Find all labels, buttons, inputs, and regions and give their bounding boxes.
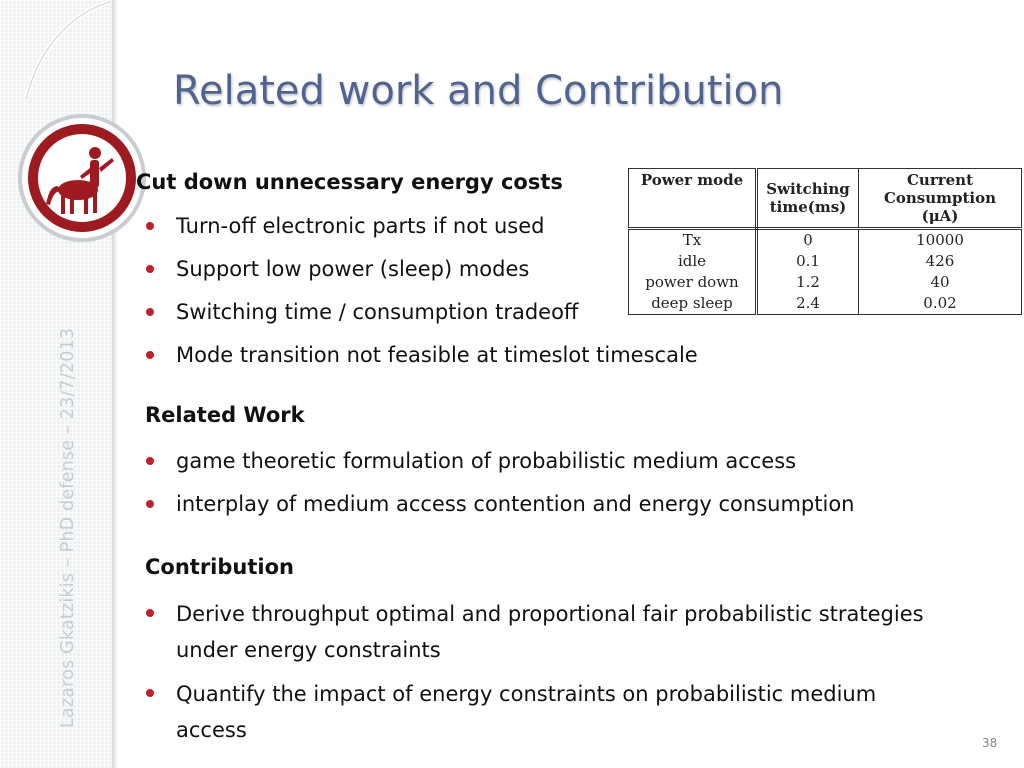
cell-mode: idle xyxy=(629,251,757,272)
header-switching-time: Switching time(ms) xyxy=(757,169,859,229)
bullet-list-related-work xyxy=(144,444,854,530)
list-item: Derive throughput optimal and proportional fair probabilistic strategies under energy constraints xyxy=(144,596,936,668)
cell-time: 2.4 xyxy=(757,293,859,315)
list-item: Mode transition not feasible at timeslot timescale xyxy=(144,338,698,373)
list-item: Turn-off electronic parts if not used xyxy=(144,209,698,244)
bullet-dot-icon xyxy=(146,457,154,465)
list-item: Support low power (sleep) modes xyxy=(144,252,698,287)
cell-time: 0.1 xyxy=(757,251,859,272)
table-row xyxy=(629,272,1022,293)
section-heading-related-work: Related Work xyxy=(145,403,305,427)
slide-title: Related work and Contribution xyxy=(173,68,784,114)
power-mode-table xyxy=(628,168,1022,315)
bullet-dot-icon xyxy=(146,222,154,230)
bullet-dot-icon xyxy=(146,609,154,617)
bullet-dot-icon xyxy=(146,308,154,316)
decorative-arcs xyxy=(0,0,160,330)
cell-current: 10000 xyxy=(859,229,1022,252)
list-item: Switching time / consumption tradeoff xyxy=(144,295,698,330)
centaur-seal-icon xyxy=(20,116,144,240)
table-row xyxy=(629,229,1022,252)
section-heading-contribution: Contribution xyxy=(145,555,294,579)
cell-time: 0 xyxy=(757,229,859,252)
section-heading-energy: Cut down unnecessary energy costs xyxy=(136,170,563,194)
cell-mode: deep sleep xyxy=(629,293,757,315)
vertical-footer: Lazaros Gkatzikis – PhD defense – 23/7/2013 xyxy=(58,327,78,728)
list-item: interplay of medium access contention and energy consumption xyxy=(144,487,854,522)
page-number: 38 xyxy=(982,736,998,750)
cell-current: 0.02 xyxy=(859,293,1022,315)
cell-current: 426 xyxy=(859,251,1022,272)
bullet-list-energy xyxy=(144,209,698,381)
header-power-mode: Power mode xyxy=(629,169,757,229)
cell-mode: Tx xyxy=(629,229,757,252)
cell-current: 40 xyxy=(859,272,1022,293)
cell-mode: power down xyxy=(629,272,757,293)
bullet-dot-icon xyxy=(146,689,154,697)
bullet-dot-icon xyxy=(146,500,154,508)
list-item: game theoretic formulation of probabilistic medium access xyxy=(144,444,854,479)
bullet-list-contribution xyxy=(144,596,936,756)
cell-time: 1.2 xyxy=(757,272,859,293)
table-row xyxy=(629,293,1022,315)
table-header-row xyxy=(629,169,1022,229)
table-row xyxy=(629,251,1022,272)
bullet-dot-icon xyxy=(146,265,154,273)
bullet-dot-icon xyxy=(146,351,154,359)
header-current-consumption: Current Consumption (μA) xyxy=(859,169,1022,229)
list-item: Quantify the impact of energy constraints on probabilistic medium access xyxy=(144,676,936,748)
